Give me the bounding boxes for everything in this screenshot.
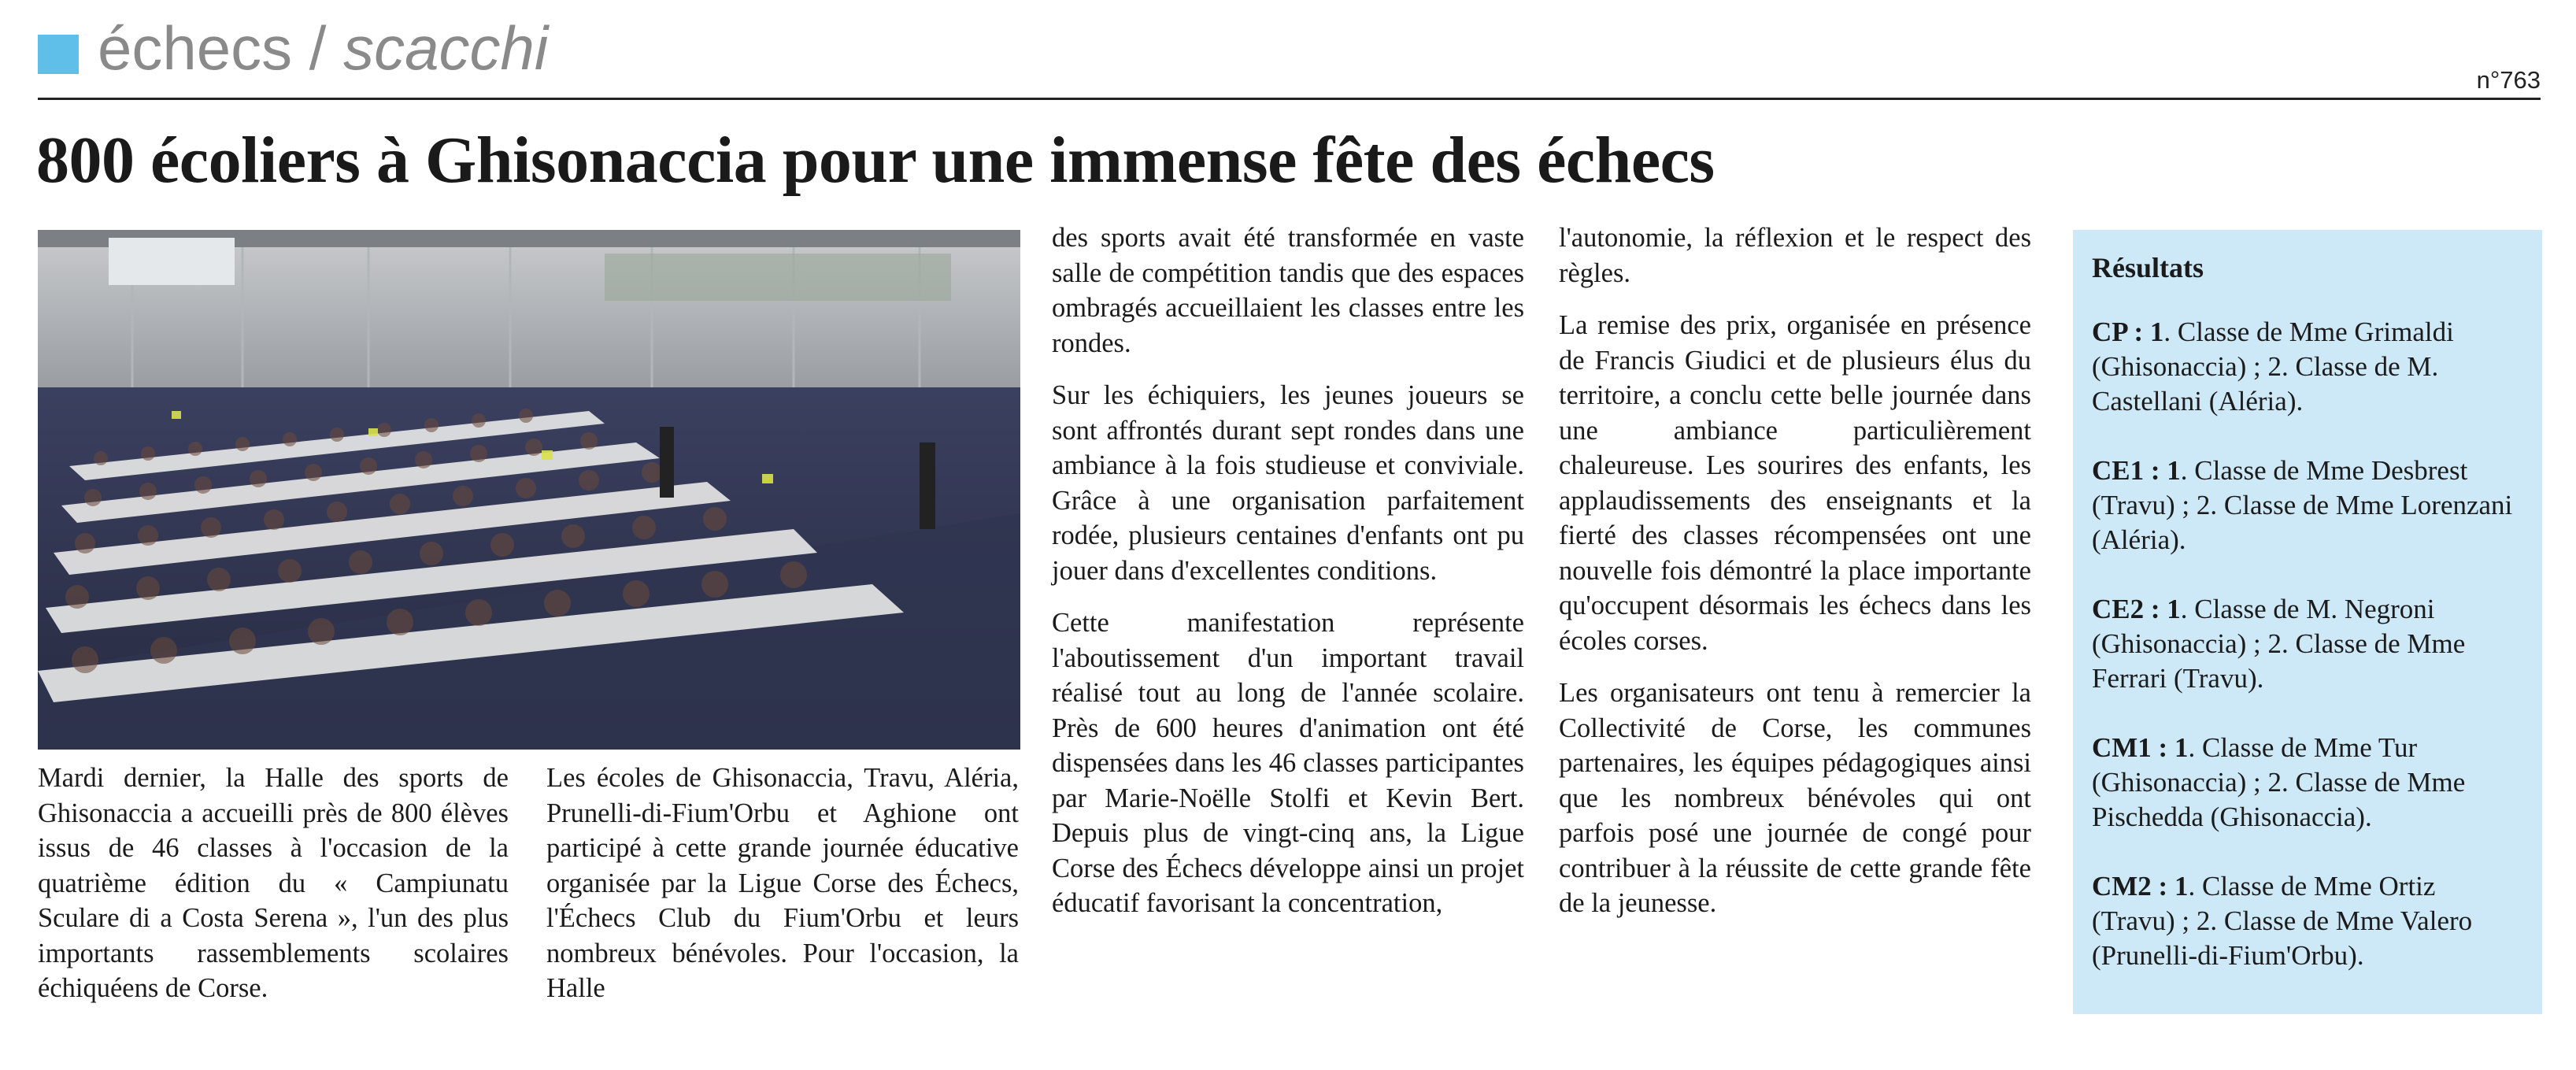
result-text: . Classe de M. Negroni (Ghisonaccia) ; 2. Classe de Mme Ferrari (Travu). xyxy=(2092,594,2466,694)
results-sidebar xyxy=(2073,230,2542,1014)
result-cp xyxy=(2092,315,2523,419)
paragraph: La remise des prix, organisée en présence de Francis Giudici et de plusieurs élus du territoire, a conclu cette belle journée dans une ambiance particulièrement chaleureuse. Les sourires des enfants, les applaudissements des enseignants et la fierté des classes récompensées ont une nouvelle fois démontré la place importante qu'occupent désormais les échecs dans les écoles corses. xyxy=(1559,310,2031,656)
paragraph: Sur les échiquiers, les jeunes joueurs se sont affrontés durant sept rondes dans une ambiance à la fois studieuse et conviviale. Grâce à une organisation parfaitement rodée, plusieurs centaines d'enfants ont pu jouer dans d'excellentes conditions. xyxy=(1052,380,1524,586)
result-label: CP : 1 xyxy=(2092,317,2164,347)
paragraph: Mardi dernier, la Halle des sports de Ghisonaccia a accueilli près de 800 élèves issus de 46 classes à l'occasion de la quatrième édition du « Campiunatu Sculare di a Costa Serena », l'un des plus importants rassemblements scolaires échiquéens de Corse. xyxy=(38,763,509,1003)
result-text: . Classe de Mme Desbrest (Travu) ; 2. Classe de Mme Lorenzani (Aléria). xyxy=(2092,455,2513,555)
result-text: . Classe de Mme Grimaldi (Ghisonaccia) ; 2. Classe de M. Castellani (Aléria). xyxy=(2092,317,2454,417)
result-label: CM2 : 1 xyxy=(2092,871,2189,902)
result-label: CM1 : 1 xyxy=(2092,732,2189,763)
paragraph: Cette manifestation représente l'aboutissement d'un important travail réalisé tout au long de l'année scolaire. Près de 600 heures d'animation ont été dispensées dans les 46 classes participantes par Marie-Noëlle Stolfi et Kevin Bert. Depuis plus de vingt-cinq ans, la Ligue Corse des Échecs développe ainsi un projet éducatif favorisant la concentration, xyxy=(1052,608,1524,918)
chess-hall-photo-image xyxy=(38,230,1020,750)
rubric-french: échecs xyxy=(98,13,293,83)
result-text: . Classe de Mme Ortiz (Travu) ; 2. Classe de Mme Valero (Prunelli-di-Fium'Orbu). xyxy=(2092,871,2473,971)
column-4 xyxy=(1559,220,2031,939)
result-ce2 xyxy=(2092,592,2523,696)
paragraph: des sports avait été transformée en vaste salle de compétition tandis que des espaces ombragés accueillaient les classes entre les rondes. xyxy=(1052,223,1524,358)
result-label: CE1 : 1 xyxy=(2092,455,2181,486)
issue-number: n°763 xyxy=(2476,66,2541,94)
column-2 xyxy=(546,761,1019,1024)
rubric-color-square xyxy=(38,35,79,74)
article-headline: 800 écoliers à Ghisonaccia pour une immense fête des échecs xyxy=(36,124,1715,197)
column-1 xyxy=(38,761,509,1024)
column-3 xyxy=(1052,220,1524,939)
section-rubric xyxy=(98,13,549,83)
rubric-separator: / xyxy=(292,13,344,83)
result-ce1 xyxy=(2092,454,2523,557)
result-label: CE2 : 1 xyxy=(2092,594,2181,624)
paragraph: Les organisateurs ont tenu à remercier la Collectivité de Corse, les communes partenaires, les équipes pédagogiques ainsi que les nombreux bénévoles qui ont parfois posé une journée de congé pour contribuer à la réussite de cette grande fête de la jeunesse. xyxy=(1559,678,2031,918)
article-photo xyxy=(38,230,1020,750)
paragraph: Les écoles de Ghisonaccia, Travu, Aléria, Prunelli-di-Fium'Orbu et Aghione ont participé à cette grande journée éducative organisée par la Ligue Corse des Échecs, l'Échecs Club du Fium'Orbu et leurs nombreux bénévoles. Pour l'occasion, la Halle xyxy=(546,763,1019,1003)
paragraph: l'autonomie, la réflexion et le respect des règles. xyxy=(1559,223,2031,288)
result-text: . Classe de Mme Tur (Ghisonaccia) ; 2. Classe de Mme Pischedda (Ghisonaccia). xyxy=(2092,732,2466,832)
result-cm2 xyxy=(2092,869,2523,973)
rubric-corsican: scacchi xyxy=(343,13,549,83)
results-title: Résultats xyxy=(2092,252,2204,283)
result-cm1 xyxy=(2092,731,2523,835)
header-rule xyxy=(38,98,2541,100)
